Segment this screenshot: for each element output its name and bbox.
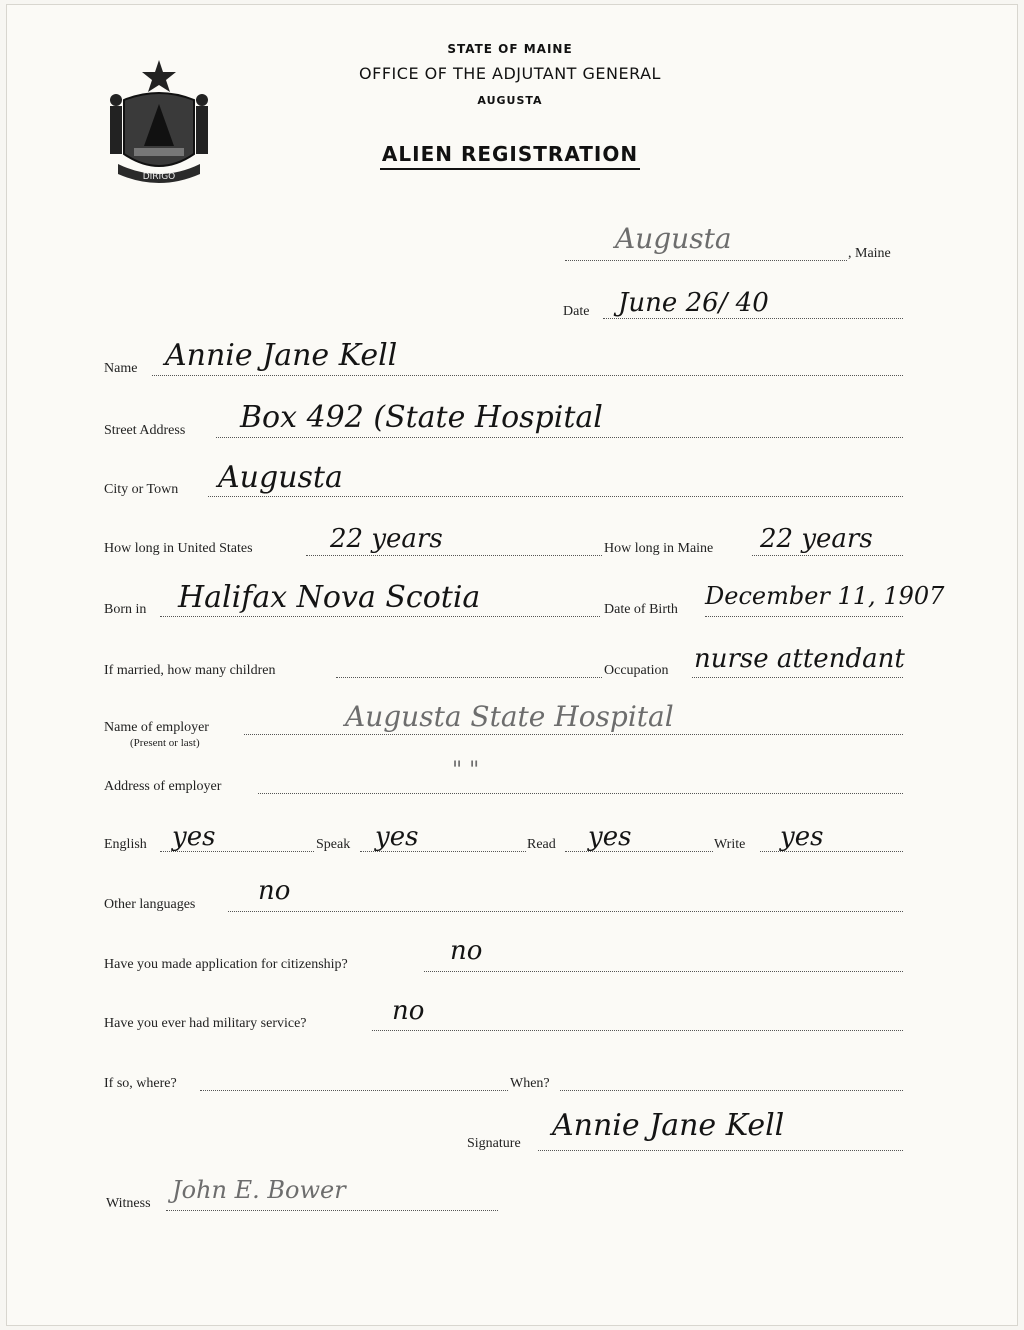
employer-address-label: Address of employer: [104, 779, 222, 794]
write-value[interactable]: yes: [780, 822, 824, 852]
employer-value[interactable]: Augusta State Hospital: [345, 700, 674, 733]
children-label: If married, how many children: [104, 663, 276, 678]
citizenship-label: Have you made application for citizenship?: [104, 957, 348, 972]
read-label: Read: [527, 837, 556, 852]
seal-motto: DIRIGO: [142, 172, 176, 182]
how-long-us-label: How long in United States: [104, 541, 253, 556]
citizenship-value[interactable]: no: [450, 936, 483, 966]
occupation-line: [692, 677, 903, 678]
name-value[interactable]: Annie Jane Kell: [165, 338, 398, 373]
employer-label: Name of employer: [104, 720, 209, 735]
dob-label: Date of Birth: [604, 602, 678, 617]
children-line: [336, 677, 602, 678]
occupation-value[interactable]: nurse attendant: [694, 644, 905, 674]
other-languages-line: [228, 911, 903, 912]
street-line: [216, 437, 903, 438]
place-line: [565, 260, 847, 261]
other-languages-value[interactable]: no: [258, 876, 291, 906]
where-label: If so, where?: [104, 1076, 177, 1091]
how-long-maine-label: How long in Maine: [604, 541, 714, 556]
military-value[interactable]: no: [392, 996, 425, 1026]
english-label: English: [104, 837, 147, 852]
employer-sublabel: (Present or last): [130, 737, 200, 749]
speak-value[interactable]: yes: [375, 822, 419, 852]
date-value[interactable]: June 26/ 40: [618, 288, 769, 318]
city-value[interactable]: Augusta: [218, 460, 343, 495]
citizenship-line: [424, 971, 903, 972]
witness-line: [166, 1210, 498, 1211]
born-in-line: [160, 616, 600, 617]
how-long-maine-value[interactable]: 22 years: [760, 524, 873, 554]
place-label: , Maine: [848, 246, 891, 261]
when-label: When?: [510, 1076, 550, 1091]
english-value[interactable]: yes: [172, 822, 216, 852]
header-city: AUGUSTA: [477, 94, 543, 107]
occupation-label: Occupation: [604, 663, 669, 678]
witness-value[interactable]: John E. Bower: [172, 1176, 346, 1204]
employer-address-line: [258, 793, 903, 794]
header-state: STATE OF MAINE: [447, 42, 573, 56]
date-label: Date: [563, 304, 590, 319]
street-label: Street Address: [104, 423, 186, 438]
name-label: Name: [104, 361, 138, 376]
date-line: [603, 318, 903, 319]
place-value[interactable]: Augusta: [615, 222, 732, 255]
when-line: [560, 1090, 903, 1091]
form-title: ALIEN REGISTRATION: [300, 142, 720, 166]
born-in-value[interactable]: Halifax Nova Scotia: [178, 580, 481, 615]
how-long-maine-line: [752, 555, 903, 556]
header-office: OFFICE OF THE ADJUTANT GENERAL: [359, 64, 661, 83]
employer-address-value[interactable]: " ": [452, 758, 480, 783]
signature-value[interactable]: Annie Jane Kell: [552, 1108, 785, 1143]
dob-line: [705, 616, 903, 617]
witness-label: Witness: [106, 1196, 151, 1211]
speak-label: Speak: [316, 837, 351, 852]
dob-value[interactable]: December 11, 1907: [705, 582, 945, 610]
street-value[interactable]: Box 492 (State Hospital: [240, 400, 603, 435]
employer-line: [244, 734, 903, 735]
other-languages-label: Other languages: [104, 897, 196, 912]
name-line: [152, 375, 903, 376]
where-line: [200, 1090, 508, 1091]
city-line: [208, 496, 903, 497]
write-label: Write: [714, 837, 746, 852]
signature-label: Signature: [467, 1136, 521, 1151]
born-in-label: Born in: [104, 602, 147, 617]
military-label: Have you ever had military service?: [104, 1016, 307, 1031]
how-long-us-line: [306, 555, 602, 556]
city-label: City or Town: [104, 482, 179, 497]
signature-line: [538, 1150, 903, 1151]
maine-state-seal-icon: [104, 56, 214, 186]
read-value[interactable]: yes: [588, 822, 632, 852]
military-line: [372, 1030, 903, 1031]
how-long-us-value[interactable]: 22 years: [330, 524, 443, 554]
